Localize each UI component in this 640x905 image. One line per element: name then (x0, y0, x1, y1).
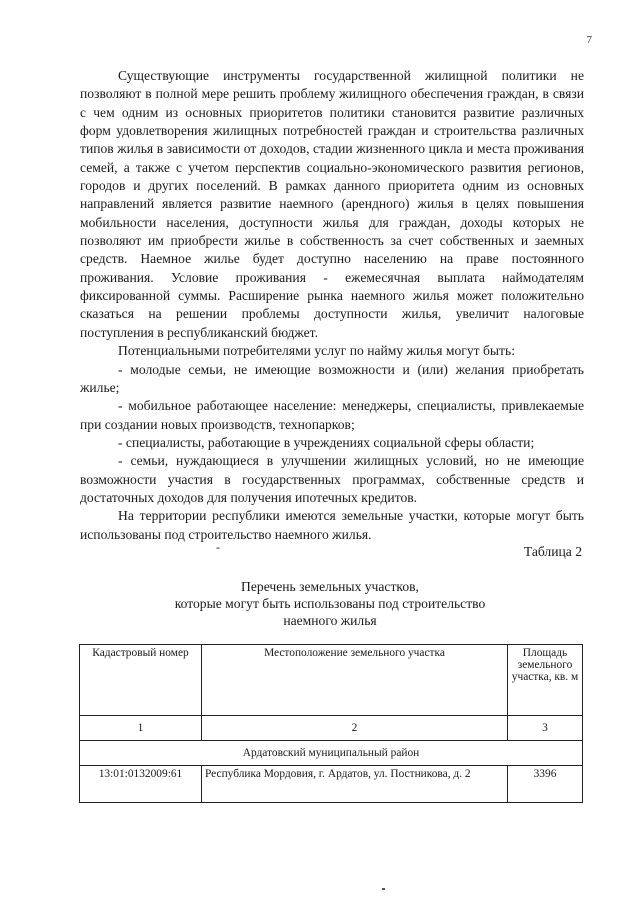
paragraph-intro: Существующие инструменты государственной жилищной политики не позволяют в полной мере решить проблему жилищного обеспечения граждан, в связи с чем одним из основных приоритетов политики становится развитие различных форм удовлетворения жилищных потребностей граждан и строительства различных типов жилья в зависимости от доходов, стадии жизненного цикла и места проживания семей, а также с учетом перспектив социально-экономического развития регионов, городов и других поселений. В рамках данного приоритета одним из основных направлений является развитие наемного (арендного) жилья в целях повышения мобильности населения, доступности жилья для граждан, доходы которых не позволяют им приобрести жилье в собственность за счет собственных и заемных средств. Наемное жилье будет доступно населению на праве постоянного проживания. Условие проживания - ежемесячная выплата наймодателям фиксированной суммы. Расширение рынка наемного жилья может положительно сказаться на решении проблемы доступности жилья, увеличит налоговые поступления в республиканский бюджет. (80, 68, 584, 340)
column-number: 1 (80, 716, 202, 741)
table-title-line-2: которые могут быть использованы под строительство (174, 596, 486, 611)
body-text (80, 67, 584, 544)
paragraph-consumers-lead: Потенциальными потребителями услуг по найму жилья могут быть: (118, 343, 515, 359)
table-title-line-3: наемного жилья (283, 613, 377, 628)
paragraph-land-plots: На территории республики имеются земельные участки, которые могут быть использованы под строительство наемного жилья. (80, 508, 584, 542)
list-item-mobile-workers: - мобильное работающее население: менеджеры, специалисты, привлекаемые при создании новых производств, технопарков; (80, 398, 584, 432)
cadastral-number-cell: 13:01:0132009:61 (80, 766, 202, 803)
scan-speck (382, 888, 385, 890)
column-number: 2 (202, 716, 508, 741)
column-number: 3 (508, 716, 583, 741)
land-plots-table (79, 644, 583, 803)
header-area: Площадь земельного участка, кв. м (508, 645, 583, 716)
table-header-row (80, 645, 583, 716)
column-number-row (80, 716, 583, 741)
table-title-line-1: Перечень земельных участков, (241, 579, 419, 594)
header-cadastral-number: Кадастровый номер (80, 645, 202, 716)
table-label: Таблица 2 (523, 544, 582, 559)
district-name: Ардатовский муниципальный район (80, 741, 583, 766)
page-number: 7 (586, 34, 592, 46)
list-item-families-in-need: - семьи, нуждающиеся в улучшении жилищных условий, но не имеющие возможности участия в государственных программах, собственные средств и достаточных доходов для получения ипотечных кредитов. (80, 453, 584, 505)
header-location: Местоположение земельного участка (202, 645, 508, 716)
location-cell: Республика Мордовия, г. Ардатов, ул. Постникова, д. 2 (202, 766, 508, 803)
table-row (80, 766, 583, 803)
list-item-young-families: - молодые семьи, не имеющие возможности и (или) желания приобретать жилье; (80, 361, 584, 395)
area-cell: 3396 (508, 766, 583, 803)
list-item-social-specialists: - специалисты, работающие в учреждениях социальной сферы области; (118, 434, 535, 450)
district-row (80, 741, 583, 766)
stray-mark: - (216, 540, 220, 554)
table-title (120, 578, 540, 629)
